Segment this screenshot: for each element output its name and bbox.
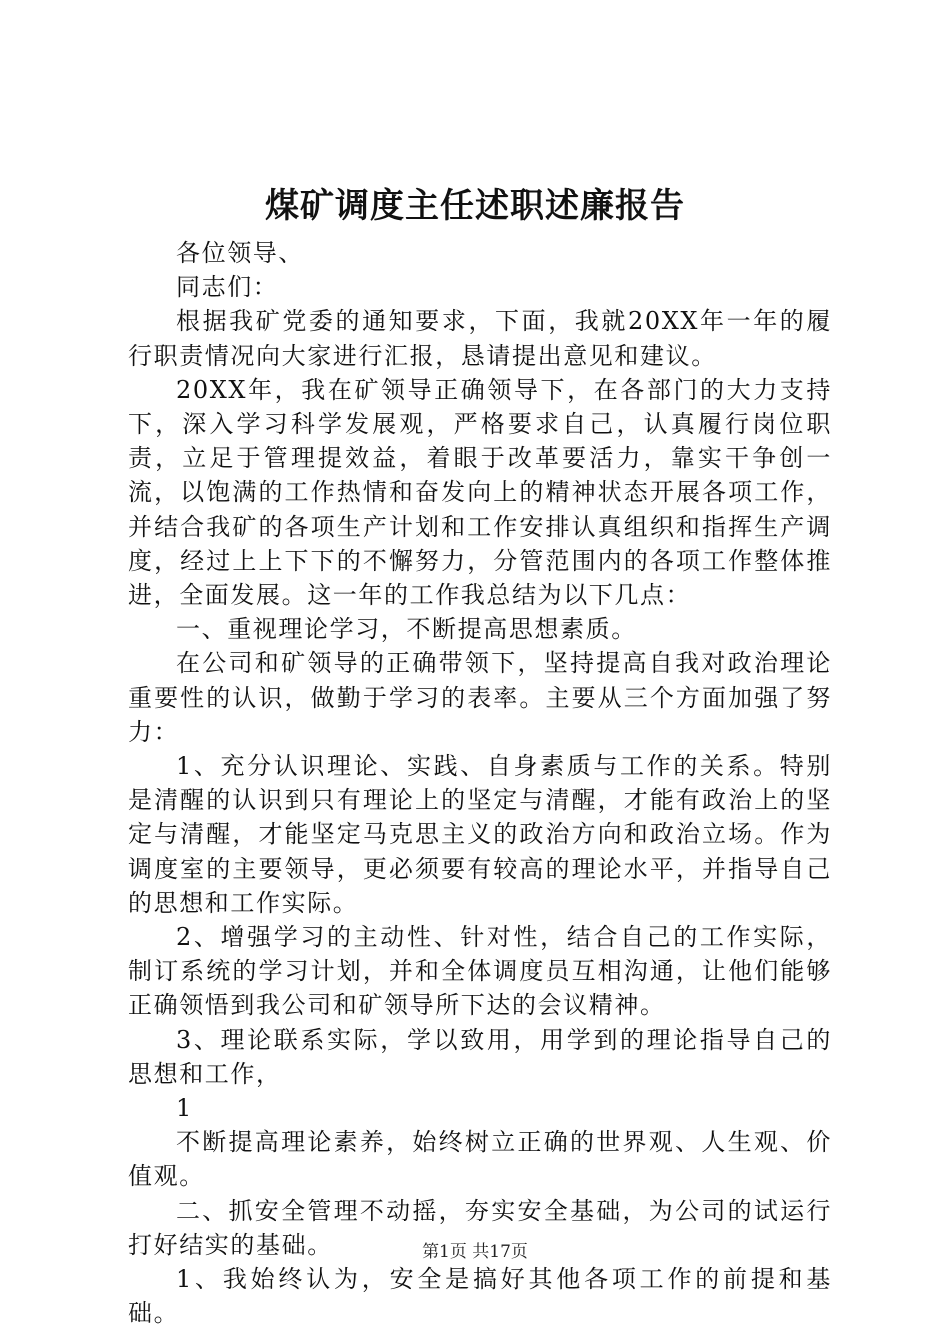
page-footer: 第1页 共17页 (422, 1242, 528, 1262)
page-break-marker: 1 (176, 1094, 193, 1123)
section-heading-2: 二、抓安全管理不动摇，夯实安全基础，为公司的试运行打好结实的基础。 (128, 1196, 832, 1259)
section-2-item-1: 1、我始终认为，安全是搞好其他各项工作的前提和基础。 (128, 1265, 832, 1328)
document-title: 煤矿调度主任述职述廉报告 (265, 186, 685, 226)
document-body (128, 236, 832, 1331)
intro-paragraph: 根据我矿党委的通知要求，下面，我就20XX年一年的履行职责情况向大家进行汇报，恳请提出意见和建议。 (128, 307, 832, 370)
section-1-intro: 在公司和矿领导的正确带领下，坚持提高自我对政治理论重要性的认识，做勤于学习的表率。主要从三个方面加强了努力： (128, 649, 832, 746)
section-1-item-3: 3、理论联系实际，学以致用，用学到的理论指导自己的思想和工作， (128, 1025, 832, 1088)
salutation-comrades: 同志们： (176, 273, 279, 302)
section-heading-1: 一、重视理论学习，不断提高思想素质。 (176, 615, 637, 644)
section-1-item-1: 1、充分认识理论、实践、自身素质与工作的关系。特别是清醒的认识到只有理论上的坚定与清醒，才能有政治上的坚定与清醒，才能坚定马克思主义的政治方向和政治立场。作为调度室的主要领导，更必须要有较高的理论水平，并指导自己的思想和工作实际。 (128, 752, 832, 917)
section-1-item-2: 2、增强学习的主动性、针对性，结合自己的工作实际，制订系统的学习计划，并和全体调度员互相沟通，让他们能够正确领悟到我公司和矿领导所下达的会议精神。 (128, 923, 832, 1020)
summary-paragraph: 20XX年，我在矿领导正确领导下，在各部门的大力支持下，深入学习科学发展观，严格要求自己，认真履行岗位职责，立足于管理提效益，着眼于改革要活力，靠实干争创一流，以饱满的工作热情和奋发向上的精神状态开展各项工作，并结合我矿的各项生产计划和工作安排认真组织和指挥生产调度，经过上上下下的不懈努力，分管范围内的各项工作整体推进，全面发展。这一年的工作我总结为以下几点： (128, 375, 832, 610)
section-1-item-3-continued: 不断提高理论素养，始终树立正确的世界观、人生观、价值观。 (128, 1128, 832, 1191)
salutation-leaders: 各位领导、 (176, 239, 304, 267)
